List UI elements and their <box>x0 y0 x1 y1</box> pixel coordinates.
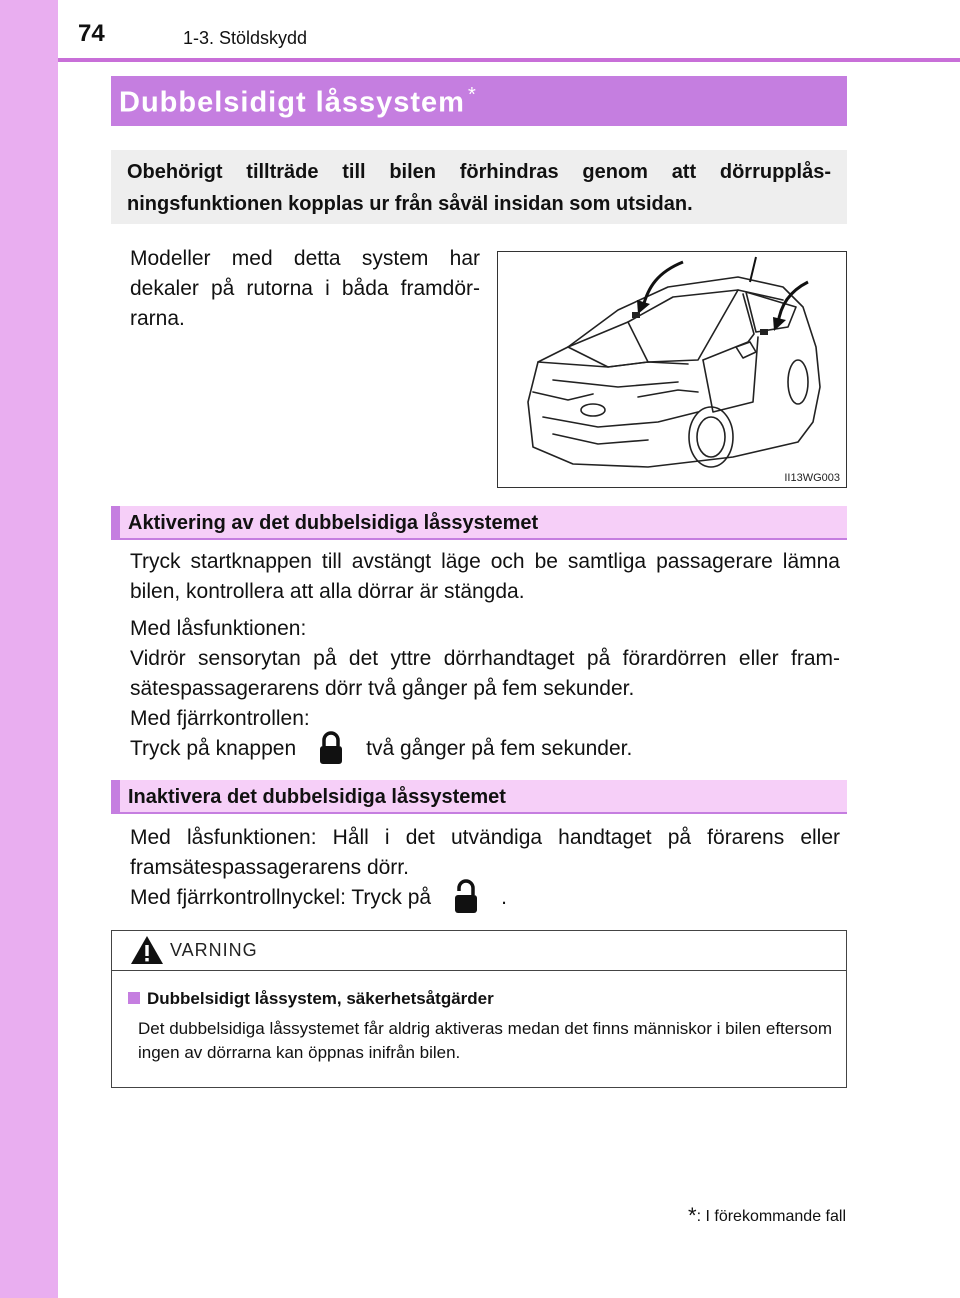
lock-function-text-1: Vidrör sensorytan på det yttre dörrhandtaget på förardörren eller fram- <box>130 647 840 670</box>
unlock-icon <box>431 883 501 913</box>
footnote-marker: * <box>688 1203 697 1228</box>
deactivation-text-1: Med låsfunktionen: Håll i det utvändiga handtaget på förarens eller <box>130 826 840 849</box>
page-number: 74 <box>78 20 105 47</box>
remote-text-before: Tryck på knappen <box>130 737 297 760</box>
deactivation-remote-before: Med fjärrkontrollnyckel: Tryck på <box>130 886 432 909</box>
title-footnote-marker: * <box>467 84 477 106</box>
lock-function-label: Med låsfunktionen: <box>130 617 307 640</box>
deactivation-text-2: framsätespassagerarens dörr. <box>130 856 409 879</box>
models-text: Modeller med detta system har dekaler på rutorna i båda framdör-rarna. <box>130 247 480 330</box>
chapter-title: 1-3. Stöldskydd <box>183 28 308 48</box>
lock-icon <box>296 734 366 764</box>
warning-header <box>112 931 846 971</box>
deactivation-heading-text: Inaktivera det dubbelsidiga låssystemet <box>128 786 506 808</box>
remote-instruction <box>130 734 840 764</box>
activation-heading-text: Aktivering av det dubbelsidiga låssystemet <box>128 512 539 534</box>
page-header <box>58 0 960 62</box>
car-illustration <box>497 251 847 488</box>
header-rule <box>58 58 960 62</box>
lock-function-text-2: sätespassagerarens dörr två gånger på fem sekunder. <box>130 677 635 700</box>
remote-label: Med fjärrkontrollen: <box>130 707 310 730</box>
section-title <box>119 84 477 120</box>
warning-subheading <box>128 989 494 1009</box>
deactivation-remote-after: . <box>501 886 507 909</box>
intro-box <box>111 150 847 224</box>
section-title-bar <box>111 76 847 126</box>
warning-box <box>111 930 847 1088</box>
warning-text: Det dubbelsidiga låssystemet får aldrig aktiveras medan det finns människor i bilen eftersom ingen av dörrarna kan öppnas inifrån bilen. <box>138 1019 832 1062</box>
warning-title: VARNING <box>170 940 258 960</box>
activation-step-1: Tryck startknappen till avstängt läge och be samtliga passagerare lämna bilen, kontrollera att alla dörrar är stängda. <box>130 550 840 603</box>
car-illustration-icon <box>498 252 847 488</box>
image-code: II13WG003 <box>784 472 840 484</box>
intro-text: Obehörigt tillträde till bilen förhindras genom att dörrupplås-ningsfunktionen kopplas ur från såväl insidan som utsidan. <box>127 161 831 215</box>
footnote-text: : I förekommande fall <box>696 1208 846 1225</box>
warning-subheading-text: Dubbelsidigt låssystem, säkerhetsåtgärder <box>147 989 494 1008</box>
side-strip <box>0 0 58 1298</box>
footnote <box>688 1203 846 1229</box>
remote-text-after: två gånger på fem sekunder. <box>366 737 633 760</box>
deactivation-remote <box>130 883 840 913</box>
warning-triangle-icon <box>130 935 164 965</box>
section-title-text: Dubbelsidigt låssystem <box>119 86 465 119</box>
activation-heading <box>111 506 847 540</box>
square-bullet-icon <box>128 992 140 1004</box>
deactivation-heading <box>111 780 847 814</box>
